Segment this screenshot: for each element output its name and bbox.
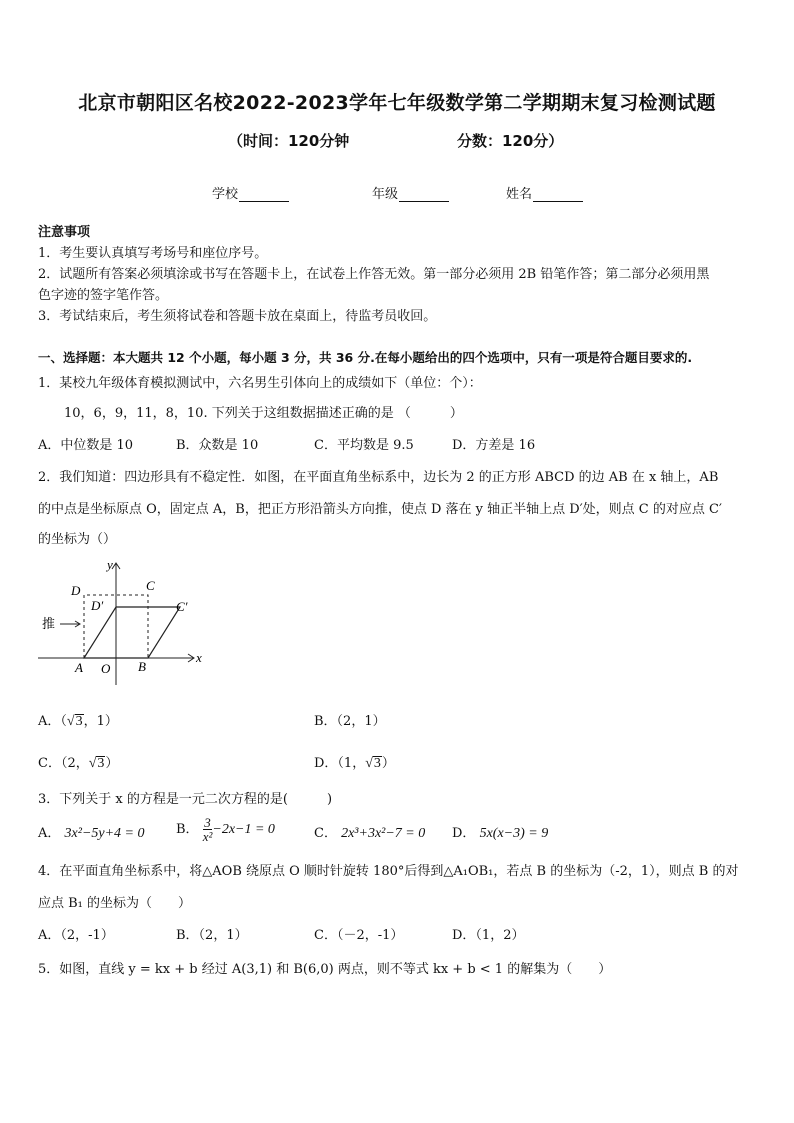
school-field (212, 183, 289, 202)
q4-option-c[interactable]: C．（－2，-1） (314, 928, 404, 943)
label-c: C (146, 578, 155, 593)
q4-option-d[interactable]: D．（1，2） (452, 928, 525, 943)
notes-item-2-cont: 色字迹的签字笔作答。 (38, 288, 169, 303)
exam-time: （时间：120分钟 (228, 132, 350, 150)
q4-line-2: 应点 B₁ 的坐标为（ ） (38, 896, 192, 911)
q3-option-d[interactable]: D． 5x(x−3) = 9 (452, 826, 549, 841)
q2-option-c[interactable]: C．（2，√3） (38, 756, 119, 771)
q4-option-b[interactable]: B．（2，1） (176, 928, 248, 943)
q2-figure (36, 555, 206, 690)
notes-item-1: 1．考生要认真填写考场号和座位序号。 (38, 246, 268, 261)
school-blank[interactable] (239, 188, 289, 202)
q4-line-1: 4．在平面直角坐标系中，将△AOB 绕原点 O 顺时针旋转 180°后得到△A₁OB₁，若点 B 的坐标为（-2，1），则点 B 的对 (38, 864, 739, 879)
grade-blank[interactable] (399, 188, 449, 202)
q2-option-d[interactable]: D．（1，√3） (314, 756, 395, 771)
label-b: B (138, 659, 146, 674)
notes-item-2: 2．试题所有答案必须填涂或书写在答题卡上，在试卷上作答无效。第一部分必须用 2B 铅笔作答；第二部分必须用黑 (38, 267, 710, 282)
q5-stem: 5．如图，直线 y = kx + b 经过 A(3,1) 和 B(6,0) 两点，则不等式 kx + b < 1 的解集为（ ） (38, 962, 612, 977)
label-o: O (101, 661, 111, 676)
label-y: y (107, 557, 113, 572)
grade-label: 年级 (372, 187, 399, 202)
q3-option-c[interactable]: C． 2x³+3x²−7 = 0 (314, 826, 426, 841)
q2-line-2: 的中点是坐标原点 O，固定点 A，B，把正方形沿箭头方向推，使点 D 落在 y 轴正半轴上点 D′处，则点 C 的对应点 C′ (38, 502, 722, 517)
name-field (506, 183, 583, 202)
q1-data: 10，6，9，11，8，10. 下列关于这组数据描述正确的是 （ ） (64, 406, 463, 421)
q1-stem: 1．某校九年级体育模拟测试中，六名男生引体向上的成绩如下（单位：个）： (38, 376, 482, 391)
q3-stem: 3．下列关于 x 的方程是一元二次方程的是( ) (38, 792, 333, 807)
school-label: 学校 (212, 187, 239, 202)
notes-item-3: 3．考试结束后，考生须将试卷和答题卡放在桌面上，待监考员收回。 (38, 309, 437, 324)
grade-field (372, 183, 449, 202)
q2-option-a[interactable]: A．（√3，1） (38, 714, 118, 729)
q2-option-b[interactable]: B．（2，1） (314, 714, 386, 729)
q3-option-a[interactable]: A． 3x²−5y+4 = 0 (38, 826, 145, 841)
parallelogram (84, 607, 180, 658)
name-blank[interactable] (533, 188, 583, 202)
label-push: 推 (42, 617, 56, 632)
label-x: x (196, 650, 202, 665)
section-heading: 一、选择题：本大题共 12 个小题，每小题 3 分，共 36 分.在每小题给出的四个选项中，只有一项是符合题目要求的. (38, 350, 693, 365)
q3-option-b[interactable]: B． $\frac{3}{\text{x²}}$ −2x−1 = 0 (176, 815, 275, 844)
page-title: 北京市朝阳区名校2022-2023学年七年级数学第二学期期末复习检测试题 (78, 92, 716, 114)
notes-heading: 注意事项 (38, 225, 91, 240)
q1-option-c[interactable]: C．平均数是 9.5 (314, 438, 414, 453)
q1-option-d[interactable]: D．方差是 16 (452, 438, 536, 453)
exam-score: 分数：120分） (457, 132, 564, 150)
q4-option-a[interactable]: A．（2，-1） (38, 928, 114, 943)
label-d: D (71, 583, 81, 598)
label-d-prime: D′ (91, 598, 104, 613)
label-c-prime: C′ (176, 599, 188, 614)
q2-line-3: 的坐标为（） (38, 532, 117, 547)
q1-option-a[interactable]: A．中位数是 10 (38, 438, 134, 453)
label-a: A (75, 660, 83, 675)
name-label: 姓名 (506, 187, 533, 202)
q1-option-b[interactable]: B．众数是 10 (176, 438, 259, 453)
q2-line-1: 2．我们知道：四边形具有不稳定性．如图，在平面直角坐标系中，边长为 2 的正方形 ABCD 的边 AB 在 x 轴上，AB (38, 470, 719, 485)
